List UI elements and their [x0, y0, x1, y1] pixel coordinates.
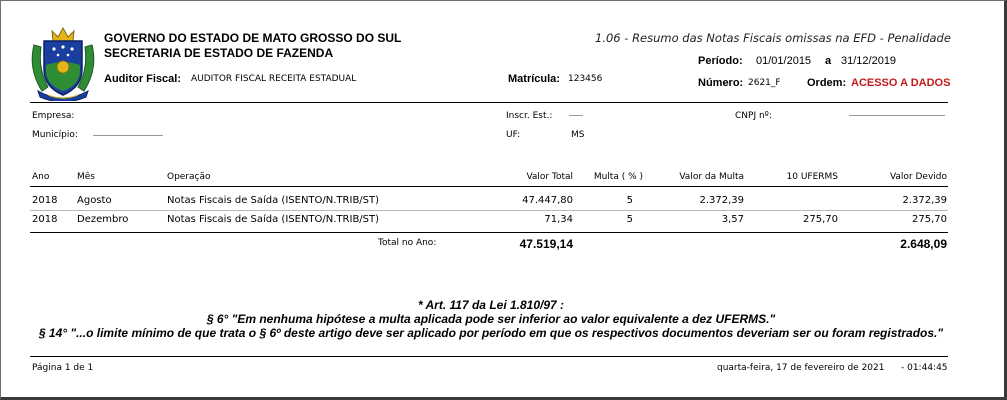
municipio-label: Município:: [32, 130, 78, 140]
matricula-value: 123456: [568, 74, 603, 84]
periodo-label: Período:: [698, 55, 743, 67]
row-1-ano: 2018: [32, 195, 58, 206]
row-2-multa: 5: [626, 214, 633, 225]
periodo-separator: a: [825, 55, 832, 67]
legal-line-2: § 6° "Em nenhuma hipótese a multa aplicada pode ser inferior ao valor equivalente a dez UFERMS.": [206, 312, 776, 326]
total-divider: [30, 232, 948, 233]
footer-time: - 01:44:45: [901, 363, 948, 373]
col-valor-devido: Valor Devido: [889, 172, 947, 182]
row-2-operacao: Notas Fiscais de Saída (ISENTO/N.TRIB/ST): [167, 214, 380, 225]
row-divider: [30, 210, 948, 211]
legal-line-1: * Art. 117 da Lei 1.810/97 :: [417, 298, 565, 312]
numero-label: Número:: [698, 77, 744, 89]
row-1-valor-devido: 2.372,39: [902, 195, 947, 206]
row-2-valor-multa: 3,57: [721, 214, 744, 225]
col-valor-multa: Valor da Multa: [679, 172, 744, 182]
total-valor-devido: 2.648,09: [900, 237, 947, 251]
ordem-label: Ordem:: [807, 77, 847, 89]
col-multa: Multa ( % ): [593, 172, 643, 182]
auditor-value: AUDITOR FISCAL RECEITA ESTADUAL: [191, 74, 357, 84]
total-label: Total no Ano:: [378, 238, 437, 248]
total-valor-total: 47.519,14: [519, 237, 573, 251]
cnpj-label: CNPJ nº:: [735, 111, 772, 121]
municipio-redacted: [93, 135, 163, 136]
legal-line-3: § 14° "...o limite mínimo de que trata o § 6º deste artigo deve ser aplicado por período em que os respectivos documentos deveriam ser ou foram registrados.": [38, 326, 944, 340]
gov-line-2: SECRETARIA DE ESTADO DE FAZENDA: [104, 46, 334, 60]
numero-value: 2621_F: [748, 78, 781, 88]
coat-of-arms-logo: [28, 25, 98, 101]
col-uferms: 10 UFERMS: [786, 172, 838, 182]
col-operacao: Operação: [167, 172, 211, 182]
page-number: Página 1 de 1: [32, 363, 94, 373]
row-1-operacao: Notas Fiscais de Saída (ISENTO/N.TRIB/ST): [167, 195, 380, 206]
row-2-ano: 2018: [32, 214, 58, 225]
ordem-value: ACESSO A DADOS: [851, 77, 951, 89]
periodo-start: 01/01/2015: [756, 55, 812, 67]
row-2-valor-devido: 275,70: [912, 214, 947, 225]
footer-divider: [30, 356, 948, 357]
uf-value: MS: [571, 130, 585, 140]
inscr-redacted: [569, 115, 583, 116]
gov-line-1: GOVERNO DO ESTADO DE MATO GROSSO DO SUL: [104, 31, 402, 45]
periodo-end: 31/12/2019: [841, 55, 897, 67]
row-1-mes: Agosto: [77, 195, 112, 206]
row-2-mes: Dezembro: [77, 214, 129, 225]
report-title: 1.06 - Resumo das Notas Fiscais omissas na EFD - Penalidade: [595, 31, 951, 45]
matricula-label: Matrícula:: [508, 73, 560, 85]
col-valor-total: Valor Total: [526, 172, 573, 182]
row-1-valor-multa: 2.372,39: [699, 195, 744, 206]
row-2-uferms: 275,70: [803, 214, 838, 225]
col-mes: Mês: [77, 172, 95, 182]
row-1-multa: 5: [626, 195, 633, 206]
col-ano: Ano: [32, 172, 50, 182]
inscr-label: Inscr. Est.:: [506, 111, 553, 121]
table-header-divider: [30, 186, 948, 187]
row-1-valor-total: 47.447,80: [522, 195, 573, 206]
cnpj-redacted: [849, 115, 945, 116]
row-2-valor-total: 71,34: [544, 214, 573, 225]
uf-label: UF:: [506, 130, 521, 140]
header-divider: [30, 102, 948, 103]
auditor-label: Auditor Fiscal:: [104, 73, 182, 85]
empresa-label: Empresa:: [32, 111, 75, 121]
footer-date: quarta-feira, 17 de fevereiro de 2021: [717, 363, 885, 373]
